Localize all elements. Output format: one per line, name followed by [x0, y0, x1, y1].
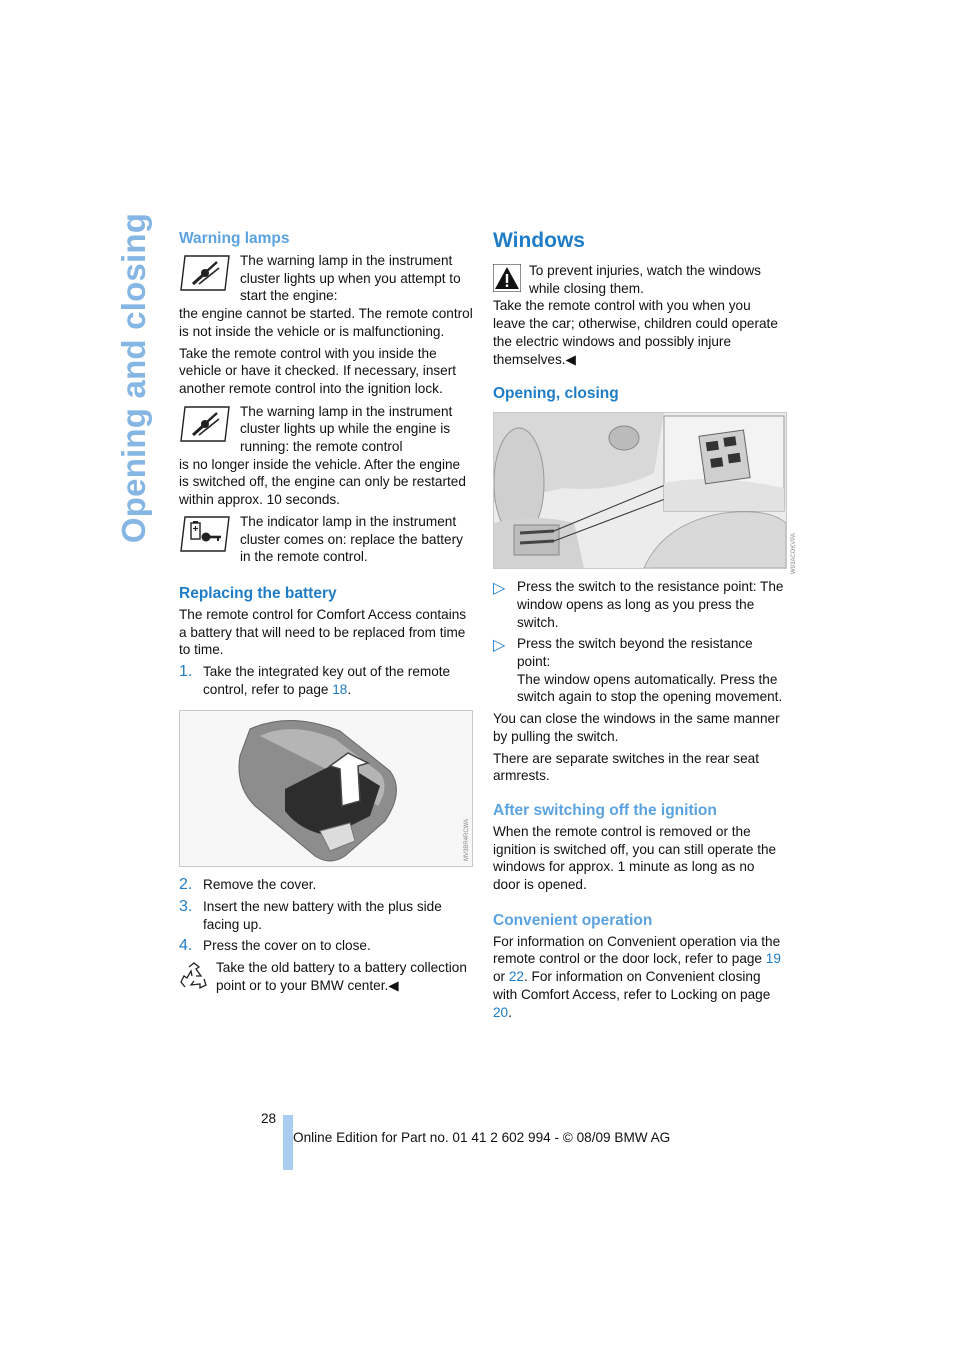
windows-heading: Windows	[493, 229, 585, 252]
close-windows-paragraph: You can close the windows in the same manner by pulling the switch.	[493, 711, 780, 744]
step-1: 1. Take the integrated key out of the remote control, refer to page 18.	[179, 662, 451, 697]
warning-triangle-icon	[493, 264, 521, 297]
warning-text-2: Take the remote control with you when you leave the car; otherwise, children could operate the electric windows and possibly injure themselves.◀	[493, 298, 778, 367]
footer-accent-bar	[283, 1115, 293, 1170]
page-number: 28	[261, 1111, 277, 1126]
replacing-battery-heading: Replacing the battery	[179, 584, 337, 602]
step-3: 3. Insert the new battery with the plus side facing up.	[179, 898, 442, 932]
bullet-2: ▷ Press the switch beyond the resistance point: The window opens automatically. Press the switch again to stop the opening movement.	[493, 636, 783, 705]
image-code-right	[789, 518, 797, 578]
key-warning-lamp-icon-2	[179, 405, 231, 443]
warning-lamp-2: The warning lamp in the instrument cluster lights up while the engine is running: the remote control is no longer inside the vehicle. After the engine is switched off, the engine can only be restarted within approx. 10 seconds.	[179, 403, 466, 508]
page-link-19[interactable]: 19	[765, 951, 781, 967]
after-ignition-paragraph: When the remote control is removed or the ignition is switched off, you can still operate the windows for approx. 1 minute as long as no door is opened.	[493, 823, 777, 893]
step-2: 2. Remove the cover.	[179, 876, 317, 894]
opening-closing-heading: Opening, closing	[493, 385, 619, 403]
right-column	[493, 228, 797, 1021]
rear-switches-paragraph: There are separate switches in the rear seat armrests.	[493, 750, 759, 784]
key-warning-lamp-icon	[179, 254, 231, 292]
left-column	[179, 228, 473, 995]
page-link-18[interactable]: 18	[332, 681, 348, 697]
indicator-lamp-battery	[179, 513, 473, 567]
warning-lamps-heading: Warning lamps	[179, 230, 290, 247]
warning-lamp-1: The warning lamp in the instrument cluster lights up when you attempt to start the engine: the engine cannot be started. The remote control is not inside the vehicle or is malfunctioning.	[179, 253, 473, 339]
image-code: MV3BR4RCWA	[464, 819, 470, 862]
lamp3-text: The indicator lamp in the instrument cluster comes on: replace the battery in the remote control.	[240, 513, 463, 565]
recycle-icon	[179, 961, 209, 996]
convenient-operation-heading: Convenient operation	[493, 911, 653, 929]
page-link-22[interactable]: 22	[508, 969, 524, 985]
step-4: 4. Press the cover on to close.	[179, 937, 371, 955]
remote-control-image	[179, 710, 473, 867]
convenient-paragraph: For information on Convenient operation via the remote control or the door lock, refer to page 19 or 22. For information on Convenient closing with Comfort Access, refer to Locking on page 20.	[493, 933, 781, 1020]
after-ignition-heading: After switching off the ignition	[493, 801, 717, 819]
window-switch-image	[493, 412, 787, 569]
side-chapter-title: Opening and closing	[115, 212, 152, 544]
svg-text:W93ACOKVPA: W93ACOKVPA	[791, 533, 797, 574]
recycling-note	[179, 959, 473, 994]
battery-key-lamp-icon	[179, 515, 231, 553]
warning-text-1: To prevent injuries, watch the windows while closing them.	[529, 263, 761, 296]
battery-intro: The remote control for Comfort Access contains a battery that will need to be replaced from time to time.	[179, 606, 467, 658]
windows-warning	[493, 262, 785, 368]
footer-edition: Online Edition for Part no. 01 41 2 602 994 - © 08/09 BMW AG	[293, 1130, 671, 1145]
remote-advice-paragraph: Take the remote control with you inside the vehicle or have it checked. If necessary, insert another remote control into the ignition lock.	[179, 345, 457, 396]
page-link-20[interactable]: 20	[493, 1004, 509, 1020]
bullet-1: ▷ Press the switch to the resistance point: The window opens as long as you press the switch.	[493, 579, 784, 630]
recycle-text: Take the old battery to a battery collection point or to your BMW center.◀	[216, 960, 467, 993]
